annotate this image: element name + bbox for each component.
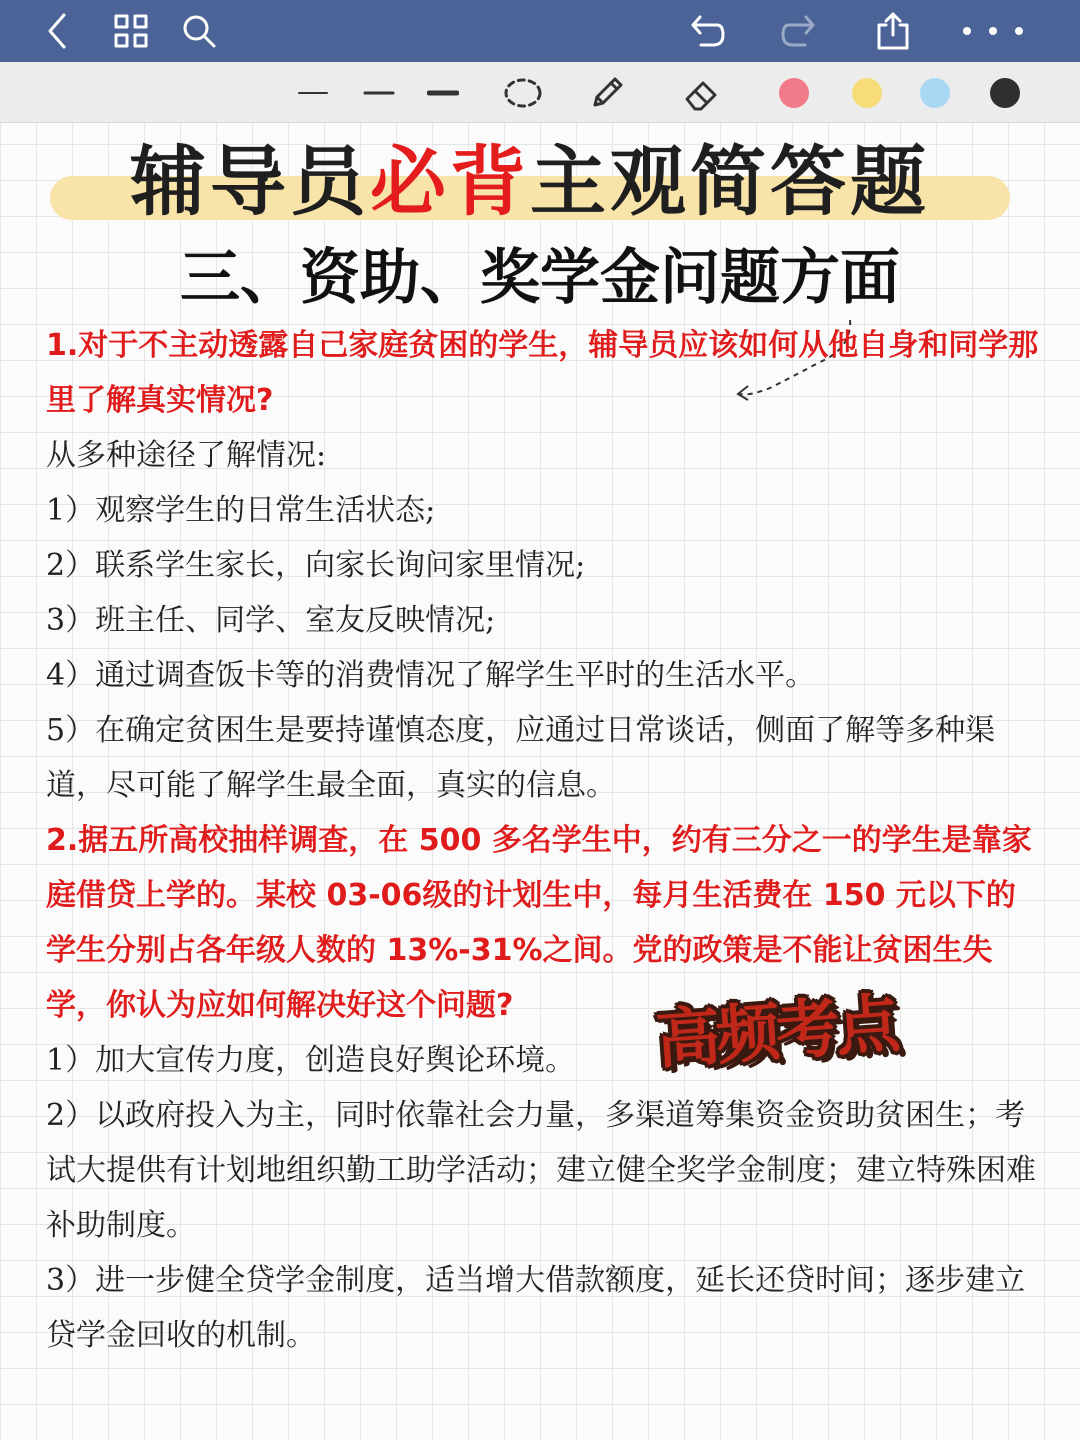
answer-1-line-4: 4）通过调查饭卡等的消费情况了解学生平时的生活水平。 [46, 658, 816, 693]
search-button[interactable] [176, 8, 222, 54]
redo-icon [779, 13, 819, 49]
more-button[interactable] [958, 8, 1028, 54]
share-icon [875, 11, 911, 51]
answer-1-line-3: 3）班主任、同学、室友反映情况; [46, 603, 496, 638]
title-suffix: 主观简答题 [530, 137, 930, 226]
medium-line-tool[interactable] [356, 70, 402, 116]
lasso-tool[interactable] [500, 70, 546, 116]
search-icon [181, 13, 217, 49]
question-1: 1.对于不主动透露自己家庭贫困的学生，辅导员应该如何从他自身和同学那里了解真实情况? [46, 328, 1039, 418]
color-swatch-pink[interactable] [779, 78, 809, 108]
drawing-toolbar [0, 62, 1080, 123]
top-nav-bar [0, 0, 1080, 62]
note-body [46, 318, 1040, 1363]
undo-button[interactable] [684, 8, 730, 54]
title-prefix: 辅导员 [130, 137, 370, 226]
thick-line-tool[interactable] [420, 70, 466, 116]
pencil-icon [587, 73, 627, 113]
question-2: 2.据五所高校抽样调查，在 500 多名学生中，约有三分之一的学生是靠家庭借贷上学的。某校 03-06级的计划生中，每月生活费在 150 元以下的学生分别占各年级人数的 13%-31%之间。党的政策是不能让贫困生失学，你认为应如何解决好这个问题? [46, 823, 1032, 1023]
grid-view-button[interactable] [108, 8, 154, 54]
undo-icon [687, 13, 727, 49]
lasso-icon [503, 76, 543, 110]
back-button[interactable] [34, 8, 80, 54]
answer-1-line-2: 2）联系学生家长，向家长询问家里情况; [46, 548, 586, 583]
thin-line-tool[interactable] [290, 70, 336, 116]
color-swatch-black[interactable] [990, 78, 1020, 108]
answer-2-line-0: 1）加大宣传力度，创造良好舆论环境。 [46, 1043, 576, 1078]
eraser-tool[interactable] [678, 70, 724, 116]
share-button[interactable] [870, 8, 916, 54]
thick-line-icon [427, 88, 459, 98]
color-swatch-blue[interactable] [920, 78, 950, 108]
answer-1-line-1: 1）观察学生的日常生活状态; [46, 493, 436, 528]
answer-2-line-2: 3）进一步健全贷学金制度，适当增大借款额度，延长还贷时间；逐步建立贷学金回收的机制。 [46, 1263, 1026, 1353]
more-icon [961, 25, 1025, 37]
high-frequency-stamp: 高频考点 [653, 987, 899, 1079]
eraser-icon [681, 73, 721, 113]
note-title [50, 132, 1010, 232]
color-swatch-yellow[interactable] [852, 78, 882, 108]
pencil-tool[interactable] [584, 70, 630, 116]
medium-line-icon [363, 88, 395, 98]
back-icon [42, 11, 72, 51]
thin-line-icon [297, 88, 329, 98]
redo-button[interactable] [776, 8, 822, 54]
grid-icon [113, 13, 149, 49]
answer-2-line-1: 2）以政府投入为主，同时依靠社会力量，多渠道筹集资金资助贫困生；考试大提供有计划地组织勤工助学活动；建立健全奖学金制度；建立特殊困难补助制度。 [46, 1098, 1036, 1243]
title-highlight-text: 必背 [370, 137, 530, 226]
note-title-block [50, 132, 1010, 232]
answer-1-line-0: 从多种途径了解情况: [46, 438, 327, 473]
answer-1-line-5: 5）在确定贫困生是要持谨慎态度，应通过日常谈话，侧面了解等多种渠道，尽可能了解学生最全面，真实的信息。 [46, 713, 996, 803]
section-subtitle: 三、资助、奖学金问题方面 [180, 243, 900, 313]
